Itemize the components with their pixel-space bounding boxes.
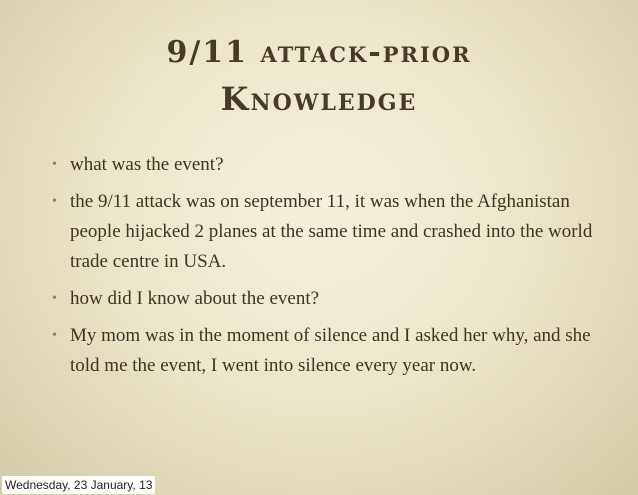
bullet-text: the 9/11 attack was on september 11, it was when the Afghanistan people hijacked 2 planes at the same time and crashed into the world trade centre in USA. — [70, 191, 593, 272]
bullet-item — [52, 150, 612, 180]
bullet-text: My mom was in the moment of silence and I asked her why, and she told me the event, I went into silence every year now. — [70, 325, 591, 376]
title-line-2: Knowledge — [220, 80, 418, 118]
bullet-dot-icon: • — [52, 194, 57, 209]
title-line-1: 9/11 attack-prior — [166, 35, 472, 70]
bullet-item — [52, 284, 612, 314]
bullet-dot-icon: • — [52, 291, 57, 306]
bullet-dot-icon: • — [52, 328, 57, 343]
slide-title — [0, 30, 638, 122]
bullet-item — [52, 187, 612, 277]
bullet-text: how did I know about the event? — [70, 288, 320, 309]
bullet-dot-icon: • — [52, 157, 57, 172]
bullet-list — [52, 150, 612, 388]
bullet-text: what was the event? — [70, 154, 224, 175]
bullet-item — [52, 321, 612, 381]
footer-date: Wednesday, 23 January, 13 — [2, 476, 155, 494]
